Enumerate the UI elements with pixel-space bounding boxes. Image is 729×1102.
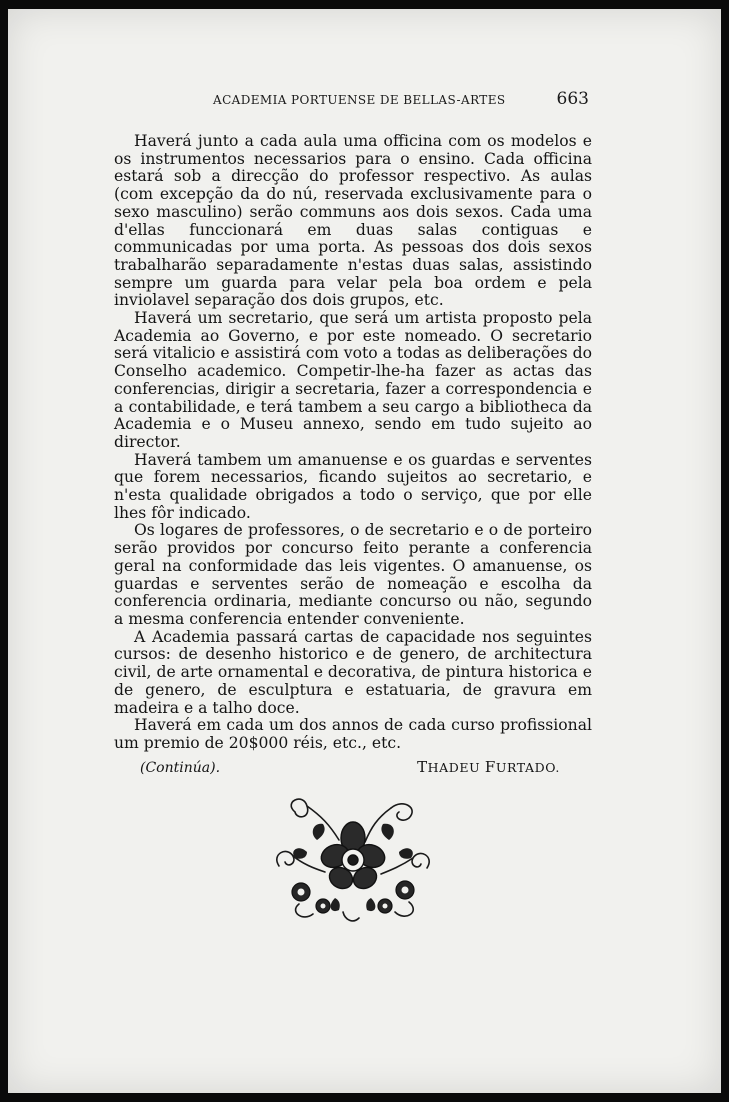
- paragraph-secretario: Haverá um secretario, que será um artista proposto pela Academia ao Governo, e por este nomeado. O secretario será vitalicio e assistirá com voto a todas as deliberações do Conselho academico. Competir-lhe-ha fazer as actas das conferencias, dirigir a secretaria, fazer a correspondencia e a contabilidade, e terá tambem a seu cargo a bibliotheca da Academia e o Museu annexo, sendo em tudo sujeito ao director.: [114, 309, 592, 451]
- running-title: ACADEMIA PORTUENSE DE BELLAS-ARTES: [213, 93, 506, 107]
- page-number: 663: [556, 89, 589, 109]
- paragraph-premio: Haverá em cada um dos annos de cada curso profissional um premio de 20$000 réis, etc., etc.: [114, 716, 592, 752]
- author-name: THADEU FURTADO.: [417, 758, 560, 776]
- paragraph-cartas: A Academia passará cartas de capacidade nos seguintes cursos: de desenho historico e de genero, de architectura civil, de arte ornamental e decorativa, de pintura historica e de genero, de esculptura e estatuaria, de gravura em madeira e a talho doce.: [114, 627, 592, 717]
- paragraph-logares: Os logares de professores, o de secretario e o de porteiro serão providos por concurso feito perante a conferencia geral na conformidade das leis vigentes. O amanuense, os guardas e serventes serão de nomeação e escolha da conferencia ordinaria, mediante concurso ou não, segundo a mesma conferencia entender conveniente.: [114, 521, 592, 628]
- running-header: [213, 89, 589, 113]
- continued-note: (Continúa).: [140, 760, 221, 776]
- body-text: [114, 133, 592, 753]
- paragraph-amanuense: Haverá tambem um amanuense e os guardas e serventes que forem necessarios, ficando sujeitos ao secretario, e n'esta qualidade obrigados a todo o serviço, que por elle lhes fôr indicado.: [114, 450, 592, 522]
- paragraph-officinas: Haverá junto a cada aula uma officina com os modelos e os instrumentos necessarios para o ensino. Cada officina estará sob a direcção do professor respectivo. As aulas (com excepção da do nú, reservada exclusivamente para o sexo masculino) serão communs aos dois sexos. Cada uma d'ellas funccionará em duas salas contiguas e communicadas por uma porta. As pessoas dos dois sexos trabalharão separadamente n'estas duas salas, assistindo sempre um guarda para velar pela boa ordem e pela inviolavel separação dos dois grupos, etc.: [114, 132, 592, 310]
- document-page: [8, 9, 721, 1093]
- floral-ornament-icon: [273, 794, 433, 929]
- signoff: [140, 758, 560, 776]
